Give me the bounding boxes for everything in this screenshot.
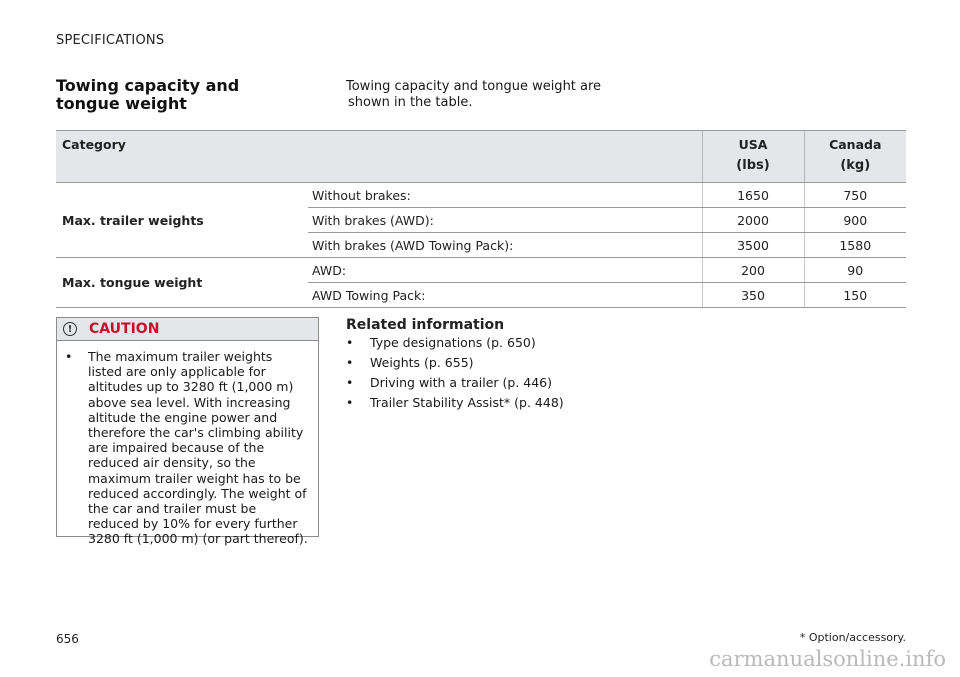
row-usa-value: 2000 <box>702 208 804 233</box>
intro-line-2: shown in the table. <box>348 95 473 110</box>
table-header-row <box>56 131 906 183</box>
bullet-icon: • <box>346 335 354 350</box>
related-link-driving-with-trailer[interactable] <box>346 375 646 394</box>
category-tongue-weight: Max. tongue weight <box>56 258 308 308</box>
row-usa-value: 350 <box>702 283 804 308</box>
caution-title: CAUTION <box>89 321 160 337</box>
row-usa-value: 1650 <box>702 183 804 208</box>
related-link-label: Type designations (p. 650) <box>370 335 536 350</box>
watermark: carmanualsonline.info <box>709 647 946 671</box>
page-header: SPECIFICATIONS <box>56 33 165 48</box>
row-canada-value: 90 <box>804 258 906 283</box>
header-canada <box>804 131 906 183</box>
intro-text <box>346 79 606 111</box>
related-link-weights[interactable] <box>346 355 646 374</box>
row-label: With brakes (AWD): <box>308 208 702 233</box>
footnote: * Option/accessory. <box>799 631 906 644</box>
warning-icon: ! <box>63 322 77 336</box>
related-link-trailer-stability-assist[interactable] <box>346 395 646 414</box>
category-trailer-weights: Max. trailer weights <box>56 183 308 258</box>
row-usa-value: 3500 <box>702 233 804 258</box>
row-label: AWD: <box>308 258 702 283</box>
caution-list-item <box>57 341 318 547</box>
related-link-type-designations[interactable] <box>346 335 646 354</box>
header-usa-label: USA <box>738 137 768 152</box>
related-link-label: Driving with a trailer (p. 446) <box>370 375 553 390</box>
bullet-icon: • <box>346 355 354 370</box>
towing-capacity-table <box>56 130 906 308</box>
row-label: AWD Towing Pack: <box>308 283 702 308</box>
header-canada-unit: (kg) <box>840 158 871 173</box>
header-usa-unit: (lbs) <box>736 158 770 173</box>
caution-header <box>57 318 318 341</box>
bullet-icon: • <box>65 349 73 364</box>
row-canada-value: 900 <box>804 208 906 233</box>
related-link-label: Weights (p. 655) <box>370 355 474 370</box>
row-label: With brakes (AWD Towing Pack): <box>308 233 702 258</box>
header-description <box>308 131 702 183</box>
bullet-icon: • <box>346 375 354 390</box>
page-number: 656 <box>56 632 79 646</box>
related-title: Related information <box>346 317 505 333</box>
related-list <box>346 335 646 414</box>
row-label: Without brakes: <box>308 183 702 208</box>
caution-text: The maximum trailer weights listed are only applicable for altitudes up to 3280 ft (1,000 m) above sea level. With increasing altitude the engine power and therefore the car's climbing ability are impaired because of the reduced air density, so the maximum trailer weight has to be reduced accordingly. The weight of the car and trailer must be reduced by 10% for every further 3280 ft (1,000 m) (or part thereof). <box>88 349 308 547</box>
intro-line-1: Towing capacity and tongue weight are <box>346 79 602 94</box>
header-canada-label: Canada <box>829 137 882 152</box>
related-information <box>346 317 646 415</box>
row-canada-value: 150 <box>804 283 906 308</box>
table-row <box>56 258 906 283</box>
row-usa-value: 200 <box>702 258 804 283</box>
caution-box <box>56 317 319 547</box>
row-canada-value: 750 <box>804 183 906 208</box>
header-usa <box>702 131 804 183</box>
table-row <box>56 183 906 208</box>
row-canada-value: 1580 <box>804 233 906 258</box>
header-category: Category <box>56 131 308 183</box>
related-link-label: Trailer Stability Assist* (p. 448) <box>370 395 564 410</box>
section-title: Towing capacity and tongue weight <box>56 76 240 113</box>
bullet-icon: • <box>346 395 354 410</box>
